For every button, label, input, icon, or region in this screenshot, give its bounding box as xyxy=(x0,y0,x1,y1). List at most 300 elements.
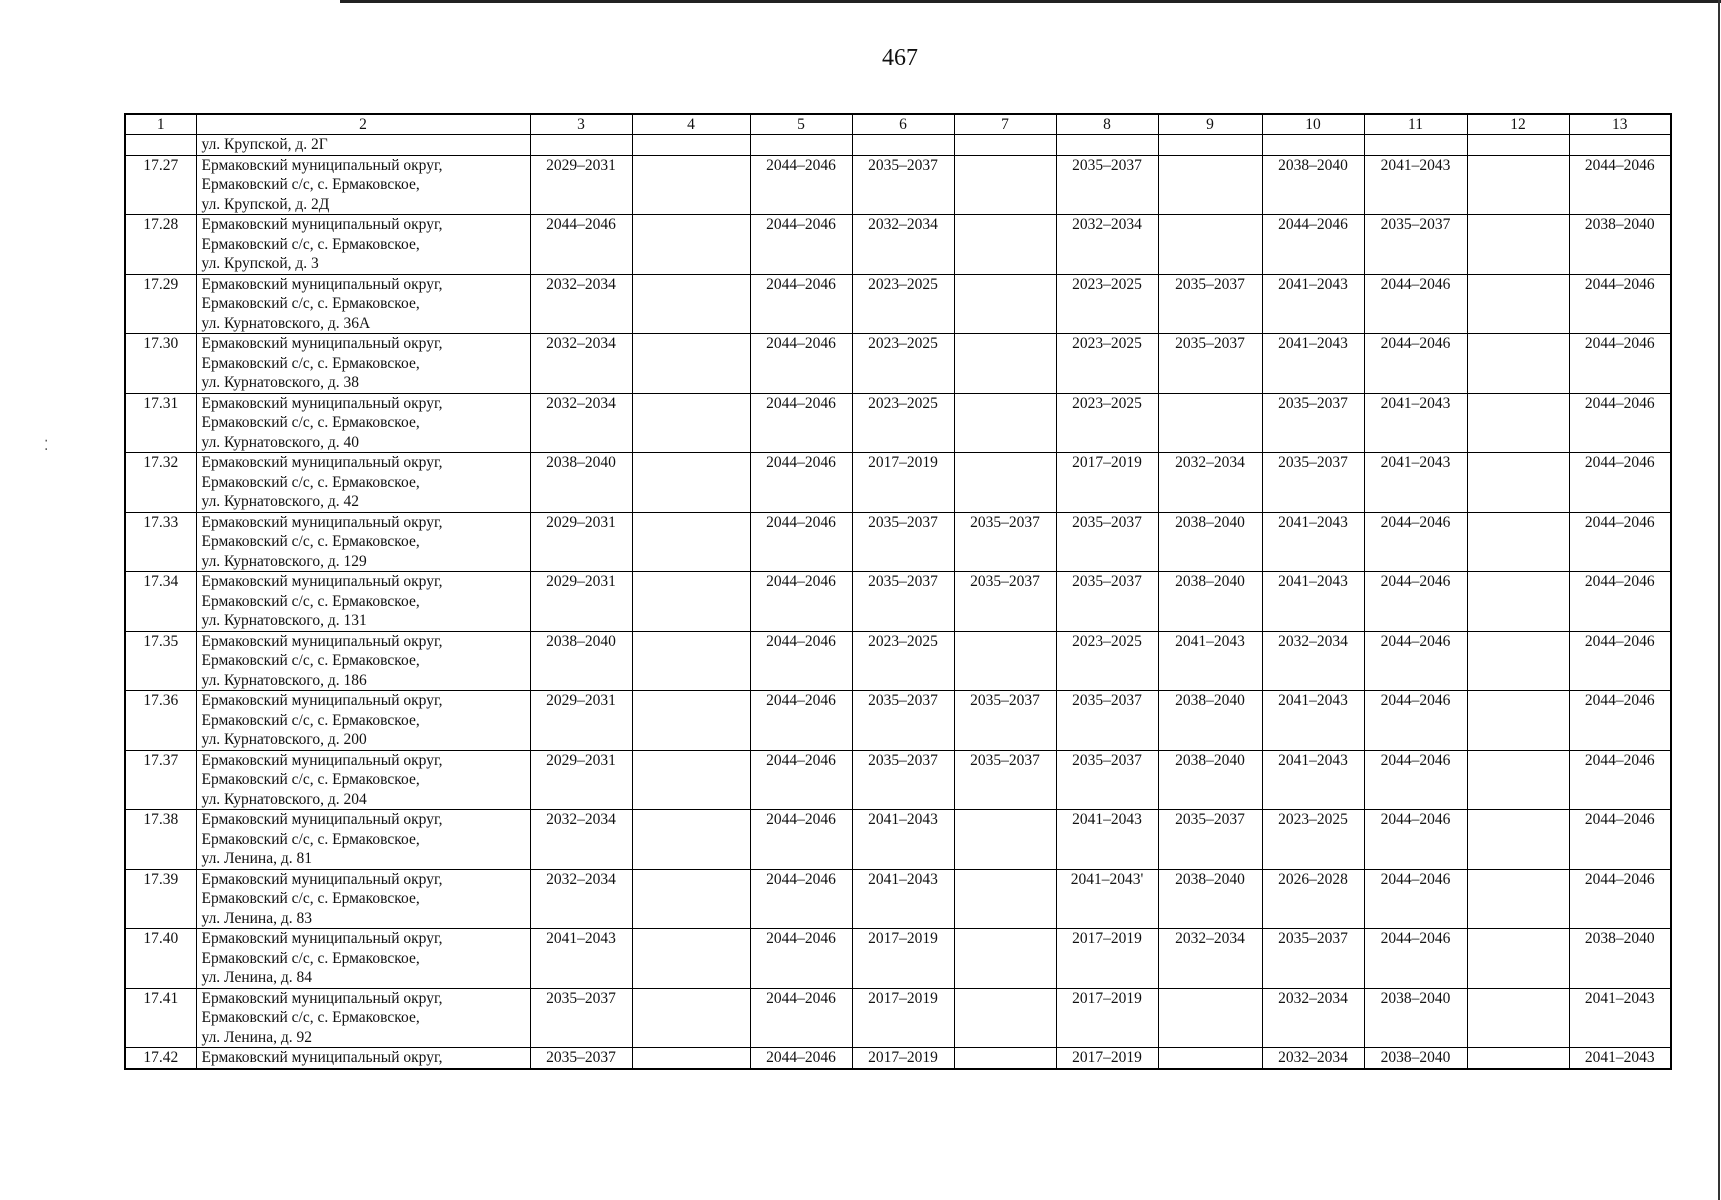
period-cell xyxy=(954,334,1056,394)
period-cell xyxy=(1158,155,1262,215)
address-line: ул. Курнатовского, д. 40 xyxy=(201,433,360,451)
address-line: Ермаковский муниципальный округ, xyxy=(201,394,443,412)
period-cell: 2035–2037 xyxy=(1056,691,1158,751)
address-line: Ермаковский муниципальный округ, xyxy=(201,156,443,174)
address-line: Ермаковский с/с, с. Ермаковское, xyxy=(201,176,420,193)
period-cell: 2044–2046 xyxy=(1364,750,1467,810)
period-cell: 2035–2037 xyxy=(530,1048,632,1069)
address-line: ул. Ленина, д. 81 xyxy=(201,850,312,867)
period-cell xyxy=(954,155,1056,215)
period-cell: 2044–2046 xyxy=(1569,691,1671,751)
period-cell: 2023–2025 xyxy=(852,274,954,334)
row-number-cell: 17.40 xyxy=(125,929,196,989)
period-cell: 2038–2040 xyxy=(1569,215,1671,275)
period-cell: 2017–2019 xyxy=(1056,929,1158,989)
period-cell: 2044–2046 xyxy=(750,1048,852,1069)
period-cell: 2041–2043 xyxy=(852,869,954,929)
address-cell xyxy=(196,988,530,1048)
schedule-table xyxy=(124,113,1672,1070)
table-row xyxy=(125,155,1671,215)
table-row xyxy=(125,1048,1671,1069)
period-cell xyxy=(954,1048,1056,1069)
period-cell: 2032–2034 xyxy=(1262,631,1364,691)
table-cell xyxy=(1467,135,1569,156)
table-row xyxy=(125,631,1671,691)
period-cell xyxy=(1158,215,1262,275)
period-cell xyxy=(1467,215,1569,275)
period-cell xyxy=(1467,274,1569,334)
period-cell: 2038–2040 xyxy=(1158,691,1262,751)
period-cell: 2035–2037 xyxy=(1158,274,1262,334)
period-cell: 2041–2043 xyxy=(1262,334,1364,394)
period-cell xyxy=(632,572,750,632)
row-number-cell: 17.41 xyxy=(125,988,196,1048)
period-cell xyxy=(954,215,1056,275)
table-cell xyxy=(954,135,1056,156)
period-cell xyxy=(1467,453,1569,513)
period-cell: 2044–2046 xyxy=(750,869,852,929)
period-cell xyxy=(1467,988,1569,1048)
period-cell xyxy=(1467,1048,1569,1069)
address-cell xyxy=(196,869,530,929)
period-cell: 2044–2046 xyxy=(1569,869,1671,929)
period-cell: 2044–2046 xyxy=(1569,572,1671,632)
period-cell: 2044–2046 xyxy=(750,512,852,572)
period-cell: 2035–2037 xyxy=(1364,215,1467,275)
table-cell xyxy=(632,135,750,156)
period-cell: 2044–2046 xyxy=(1569,453,1671,513)
period-cell xyxy=(632,988,750,1048)
period-cell: 2044–2046 xyxy=(750,572,852,632)
period-cell xyxy=(954,631,1056,691)
period-cell: 2035–2037 xyxy=(852,512,954,572)
row-number-cell xyxy=(125,135,196,156)
period-cell: 2038–2040 xyxy=(1158,750,1262,810)
address-cell xyxy=(196,512,530,572)
table-row xyxy=(125,750,1671,810)
period-cell: 2032–2034 xyxy=(1158,453,1262,513)
address-line: ул. Курнатовского, д. 131 xyxy=(201,612,367,629)
period-cell xyxy=(1467,929,1569,989)
address-line: ул. Курнатовского, д. 36А xyxy=(201,314,371,332)
row-number-cell: 17.33 xyxy=(125,512,196,572)
period-cell: 2029–2031 xyxy=(530,512,632,572)
period-cell: 2017–2019 xyxy=(852,988,954,1048)
period-cell: 2044–2046 xyxy=(1569,631,1671,691)
table-row xyxy=(125,512,1671,572)
period-cell: 2041–2043' xyxy=(1056,869,1158,929)
address-line: ул. Ленина, д. 83 xyxy=(201,909,312,927)
right-edge-line xyxy=(1718,0,1720,1200)
address-line: Ермаковский с/с, с. Ермаковское, xyxy=(201,414,420,431)
period-cell: 2044–2046 xyxy=(1364,274,1467,334)
period-cell xyxy=(632,869,750,929)
period-cell xyxy=(632,393,750,453)
period-cell: 2035–2037 xyxy=(1056,572,1158,632)
period-cell xyxy=(1467,393,1569,453)
address-cell xyxy=(196,750,530,810)
table-row xyxy=(125,393,1671,453)
period-cell xyxy=(1467,334,1569,394)
column-number-header-row xyxy=(125,114,1671,135)
period-cell: 2044–2046 xyxy=(750,215,852,275)
period-cell: 2035–2037 xyxy=(1158,810,1262,870)
period-cell: 2035–2037 xyxy=(1056,750,1158,810)
period-cell: 2035–2037 xyxy=(852,155,954,215)
address-line: Ермаковский с/с, с. Ермаковское, xyxy=(201,949,420,967)
period-cell: 2035–2037 xyxy=(1056,512,1158,572)
address-cell xyxy=(196,691,530,751)
period-cell xyxy=(1467,572,1569,632)
period-cell: 2038–2040 xyxy=(1158,572,1262,632)
period-cell: 2023–2025 xyxy=(1056,631,1158,691)
table-row xyxy=(125,453,1671,513)
address-line: ул. Курнатовского, д. 200 xyxy=(201,731,367,748)
column-header: 3 xyxy=(530,114,632,135)
period-cell: 2023–2025 xyxy=(852,631,954,691)
period-cell: 2044–2046 xyxy=(750,988,852,1048)
period-cell xyxy=(1158,1048,1262,1069)
period-cell: 2029–2031 xyxy=(530,155,632,215)
address-line: ул. Курнатовского, д. 129 xyxy=(201,552,367,570)
period-cell: 2023–2025 xyxy=(1056,334,1158,394)
address-line: Ермаковский с/с, с. Ермаковское, xyxy=(201,652,420,669)
table-cell xyxy=(1262,135,1364,156)
address-line: ул. Курнатовского, д. 204 xyxy=(201,790,367,808)
period-cell: 2035–2037 xyxy=(1262,453,1364,513)
row-number-cell: 17.39 xyxy=(125,869,196,929)
address-cell xyxy=(196,453,530,513)
period-cell: 2041–2043 xyxy=(1262,274,1364,334)
column-header: 13 xyxy=(1569,114,1671,135)
column-header: 5 xyxy=(750,114,852,135)
period-cell: 2032–2034 xyxy=(852,215,954,275)
continuation-row xyxy=(125,135,1671,156)
period-cell: 2041–2043 xyxy=(1569,988,1671,1048)
address-line: Ермаковский муниципальный округ, xyxy=(201,811,443,828)
period-cell: 2023–2025 xyxy=(852,393,954,453)
address-line: ул. Курнатовского, д. 42 xyxy=(201,493,360,510)
period-cell: 2035–2037 xyxy=(852,572,954,632)
row-number-cell: 17.29 xyxy=(125,274,196,334)
row-number-cell: 17.31 xyxy=(125,393,196,453)
row-number-cell: 17.30 xyxy=(125,334,196,394)
address-line: Ермаковский с/с, с. Ермаковское, xyxy=(201,473,420,491)
address-cell xyxy=(196,810,530,870)
period-cell xyxy=(1158,988,1262,1048)
column-header: 12 xyxy=(1467,114,1569,135)
period-cell: 2044–2046 xyxy=(750,750,852,810)
period-cell xyxy=(1467,155,1569,215)
period-cell: 2023–2025 xyxy=(852,334,954,394)
address-cell xyxy=(196,631,530,691)
period-cell: 2032–2034 xyxy=(530,810,632,870)
period-cell xyxy=(1467,631,1569,691)
address-line: Ермаковский с/с, с. Ермаковское, xyxy=(201,235,420,253)
period-cell xyxy=(954,988,1056,1048)
address-line: Ермаковский с/с, с. Ермаковское, xyxy=(201,533,420,550)
period-cell: 2035–2037 xyxy=(1158,334,1262,394)
period-cell: 2038–2040 xyxy=(530,631,632,691)
period-cell xyxy=(632,810,750,870)
address-line: Ермаковский с/с, с. Ермаковское, xyxy=(201,711,420,729)
period-cell: 2035–2037 xyxy=(852,691,954,751)
period-cell: 2038–2040 xyxy=(530,453,632,513)
address-line: Ермаковский муниципальный округ, xyxy=(201,751,443,769)
period-cell xyxy=(632,1048,750,1069)
period-cell xyxy=(632,155,750,215)
address-line: ул. Крупской, д. 2Д xyxy=(201,195,330,213)
period-cell: 2035–2037 xyxy=(1262,393,1364,453)
address-line: ул. Крупской, д. 3 xyxy=(201,255,319,272)
address-line: Ермаковский муниципальный округ, xyxy=(201,989,443,1007)
period-cell: 2044–2046 xyxy=(750,691,852,751)
period-cell: 2041–2043 xyxy=(1262,691,1364,751)
row-number-cell: 17.32 xyxy=(125,453,196,513)
period-cell: 2044–2046 xyxy=(1569,512,1671,572)
period-cell: 2044–2046 xyxy=(1569,393,1671,453)
period-cell xyxy=(632,691,750,751)
row-number-cell: 17.38 xyxy=(125,810,196,870)
period-cell xyxy=(954,393,1056,453)
column-header: 10 xyxy=(1262,114,1364,135)
period-cell: 2044–2046 xyxy=(1569,810,1671,870)
period-cell: 2017–2019 xyxy=(1056,1048,1158,1069)
period-cell: 2029–2031 xyxy=(530,572,632,632)
period-cell xyxy=(1467,750,1569,810)
row-number-cell: 17.37 xyxy=(125,750,196,810)
address-line: Ермаковский с/с, с. Ермаковское, xyxy=(201,830,420,848)
period-cell: 2044–2046 xyxy=(1364,810,1467,870)
address-line: Ермаковский с/с, с. Ермаковское, xyxy=(201,890,420,907)
scan-mark: ⁚ xyxy=(44,439,49,454)
period-cell: 2035–2037 xyxy=(954,750,1056,810)
period-cell: 2044–2046 xyxy=(750,929,852,989)
column-header: 2 xyxy=(196,114,530,135)
address-line: ул. Ленина, д. 84 xyxy=(201,969,312,986)
table-row xyxy=(125,691,1671,751)
table-cell xyxy=(1569,135,1671,156)
period-cell: 2044–2046 xyxy=(1364,512,1467,572)
address-cell xyxy=(196,572,530,632)
period-cell: 2044–2046 xyxy=(750,810,852,870)
row-number-cell: 17.28 xyxy=(125,215,196,275)
period-cell: 2023–2025 xyxy=(1056,393,1158,453)
address-line: Ермаковский муниципальный округ, xyxy=(201,335,443,352)
table-cell xyxy=(1158,135,1262,156)
period-cell: 2035–2037 xyxy=(954,512,1056,572)
period-cell: 2038–2040 xyxy=(1364,1048,1467,1069)
row-number-cell: 17.35 xyxy=(125,631,196,691)
period-cell: 2041–2043 xyxy=(530,929,632,989)
address-line: Ермаковский с/с, с. Ермаковское, xyxy=(201,592,420,610)
period-cell: 2035–2037 xyxy=(1262,929,1364,989)
period-cell: 2044–2046 xyxy=(750,453,852,513)
period-cell: 2044–2046 xyxy=(1364,929,1467,989)
table-row xyxy=(125,274,1671,334)
row-number-cell: 17.36 xyxy=(125,691,196,751)
period-cell: 2029–2031 xyxy=(530,750,632,810)
period-cell: 2041–2043 xyxy=(1364,155,1467,215)
column-header: 4 xyxy=(632,114,750,135)
address-cell: Ермаковский муниципальный округ, xyxy=(196,1048,530,1069)
period-cell: 2017–2019 xyxy=(852,929,954,989)
address-line: Ермаковский муниципальный округ, xyxy=(201,454,443,471)
period-cell: 2044–2046 xyxy=(750,393,852,453)
period-cell: 2041–2043 xyxy=(1262,572,1364,632)
period-cell: 2041–2043 xyxy=(1569,1048,1671,1069)
period-cell: 2044–2046 xyxy=(750,155,852,215)
period-cell: 2041–2043 xyxy=(1364,393,1467,453)
period-cell: 2035–2037 xyxy=(954,691,1056,751)
table-row xyxy=(125,572,1671,632)
table-cell xyxy=(530,135,632,156)
address-line: Ермаковский муниципальный округ, xyxy=(201,692,443,709)
address-line: Ермаковский муниципальный округ, xyxy=(201,632,443,650)
period-cell: 2029–2031 xyxy=(530,691,632,751)
table-row xyxy=(125,869,1671,929)
address-line: Ермаковский с/с, с. Ермаковское, xyxy=(201,771,420,788)
table-cell xyxy=(852,135,954,156)
period-cell xyxy=(1467,869,1569,929)
address-line: Ермаковский муниципальный округ, xyxy=(201,513,443,531)
period-cell: 2032–2034 xyxy=(1262,1048,1364,1069)
period-cell: 2041–2043 xyxy=(1056,810,1158,870)
period-cell: 2044–2046 xyxy=(530,215,632,275)
period-cell: 2044–2046 xyxy=(1364,572,1467,632)
period-cell: 2017–2019 xyxy=(852,453,954,513)
period-cell: 2035–2037 xyxy=(1056,155,1158,215)
period-cell: 2032–2034 xyxy=(1056,215,1158,275)
period-cell: 2026–2028 xyxy=(1262,869,1364,929)
table-cell xyxy=(1056,135,1158,156)
table-row xyxy=(125,334,1671,394)
period-cell: 2017–2019 xyxy=(852,1048,954,1069)
period-cell xyxy=(954,929,1056,989)
period-cell: 2038–2040 xyxy=(1364,988,1467,1048)
period-cell: 2041–2043 xyxy=(1262,750,1364,810)
address-cell xyxy=(196,334,530,394)
period-cell: 2035–2037 xyxy=(530,988,632,1048)
period-cell: 2044–2046 xyxy=(1569,750,1671,810)
address-line: Ермаковский муниципальный округ, xyxy=(201,870,443,888)
period-cell: 2032–2034 xyxy=(530,869,632,929)
period-cell: 2038–2040 xyxy=(1158,512,1262,572)
period-cell: 2044–2046 xyxy=(1569,155,1671,215)
period-cell xyxy=(632,750,750,810)
period-cell xyxy=(632,453,750,513)
address-line: Ермаковский муниципальный округ, xyxy=(201,573,443,590)
address-cell: ул. Крупской, д. 2Г xyxy=(196,135,530,156)
period-cell: 2017–2019 xyxy=(1056,453,1158,513)
column-header: 6 xyxy=(852,114,954,135)
period-cell xyxy=(1467,810,1569,870)
period-cell xyxy=(632,334,750,394)
period-cell: 2044–2046 xyxy=(1364,631,1467,691)
column-header: 7 xyxy=(954,114,1056,135)
period-cell: 2044–2046 xyxy=(1364,691,1467,751)
address-line: ул. Ленина, д. 92 xyxy=(201,1028,312,1046)
page-number: 467 xyxy=(882,45,918,71)
table-row xyxy=(125,810,1671,870)
address-line: Ермаковский муниципальный округ, xyxy=(201,275,443,293)
top-border-line xyxy=(340,0,1721,3)
period-cell xyxy=(632,512,750,572)
table-cell xyxy=(1364,135,1467,156)
address-line: Ермаковский с/с, с. Ермаковское, xyxy=(201,354,420,372)
column-header: 8 xyxy=(1056,114,1158,135)
table-row xyxy=(125,215,1671,275)
address-cell xyxy=(196,393,530,453)
period-cell: 2032–2034 xyxy=(530,274,632,334)
row-number-cell: 17.42 xyxy=(125,1048,196,1069)
column-header: 11 xyxy=(1364,114,1467,135)
period-cell xyxy=(632,215,750,275)
period-cell: 2044–2046 xyxy=(1569,274,1671,334)
period-cell: 2032–2034 xyxy=(1262,988,1364,1048)
period-cell: 2035–2037 xyxy=(852,750,954,810)
period-cell: 2032–2034 xyxy=(530,393,632,453)
row-number-cell: 17.34 xyxy=(125,572,196,632)
period-cell: 2044–2046 xyxy=(750,274,852,334)
period-cell: 2044–2046 xyxy=(1569,334,1671,394)
period-cell xyxy=(954,869,1056,929)
period-cell: 2038–2040 xyxy=(1262,155,1364,215)
address-line: Ермаковский с/с, с. Ермаковское, xyxy=(201,295,420,312)
period-cell xyxy=(632,929,750,989)
period-cell: 2023–2025 xyxy=(1262,810,1364,870)
address-line: Ермаковский с/с, с. Ермаковское, xyxy=(201,1009,420,1026)
period-cell: 2044–2046 xyxy=(1364,869,1467,929)
table-cell xyxy=(750,135,852,156)
period-cell: 2032–2034 xyxy=(1158,929,1262,989)
row-number-cell: 17.27 xyxy=(125,155,196,215)
column-header: 9 xyxy=(1158,114,1262,135)
period-cell xyxy=(954,810,1056,870)
period-cell: 2044–2046 xyxy=(750,334,852,394)
period-cell xyxy=(1467,691,1569,751)
period-cell: 2023–2025 xyxy=(1056,274,1158,334)
period-cell: 2041–2043 xyxy=(1158,631,1262,691)
column-header: 1 xyxy=(125,114,196,135)
period-cell: 2038–2040 xyxy=(1158,869,1262,929)
address-cell xyxy=(196,215,530,275)
address-line: ул. Курнатовского, д. 186 xyxy=(201,671,367,689)
period-cell xyxy=(632,631,750,691)
period-cell: 2032–2034 xyxy=(530,334,632,394)
period-cell: 2017–2019 xyxy=(1056,988,1158,1048)
period-cell: 2044–2046 xyxy=(1364,334,1467,394)
period-cell: 2041–2043 xyxy=(1364,453,1467,513)
period-cell: 2041–2043 xyxy=(1262,512,1364,572)
period-cell: 2038–2040 xyxy=(1569,929,1671,989)
table-row xyxy=(125,988,1671,1048)
address-cell xyxy=(196,929,530,989)
period-cell: 2035–2037 xyxy=(954,572,1056,632)
period-cell: 2044–2046 xyxy=(1262,215,1364,275)
period-cell xyxy=(954,453,1056,513)
period-cell xyxy=(1467,512,1569,572)
period-cell xyxy=(632,274,750,334)
address-line: Ермаковский муниципальный округ, xyxy=(201,216,443,233)
address-line: Ермаковский муниципальный округ, xyxy=(201,930,443,947)
period-cell: 2041–2043 xyxy=(852,810,954,870)
period-cell xyxy=(954,274,1056,334)
address-line: ул. Курнатовского, д. 38 xyxy=(201,374,360,391)
address-cell xyxy=(196,155,530,215)
address-cell xyxy=(196,274,530,334)
period-cell xyxy=(1158,393,1262,453)
